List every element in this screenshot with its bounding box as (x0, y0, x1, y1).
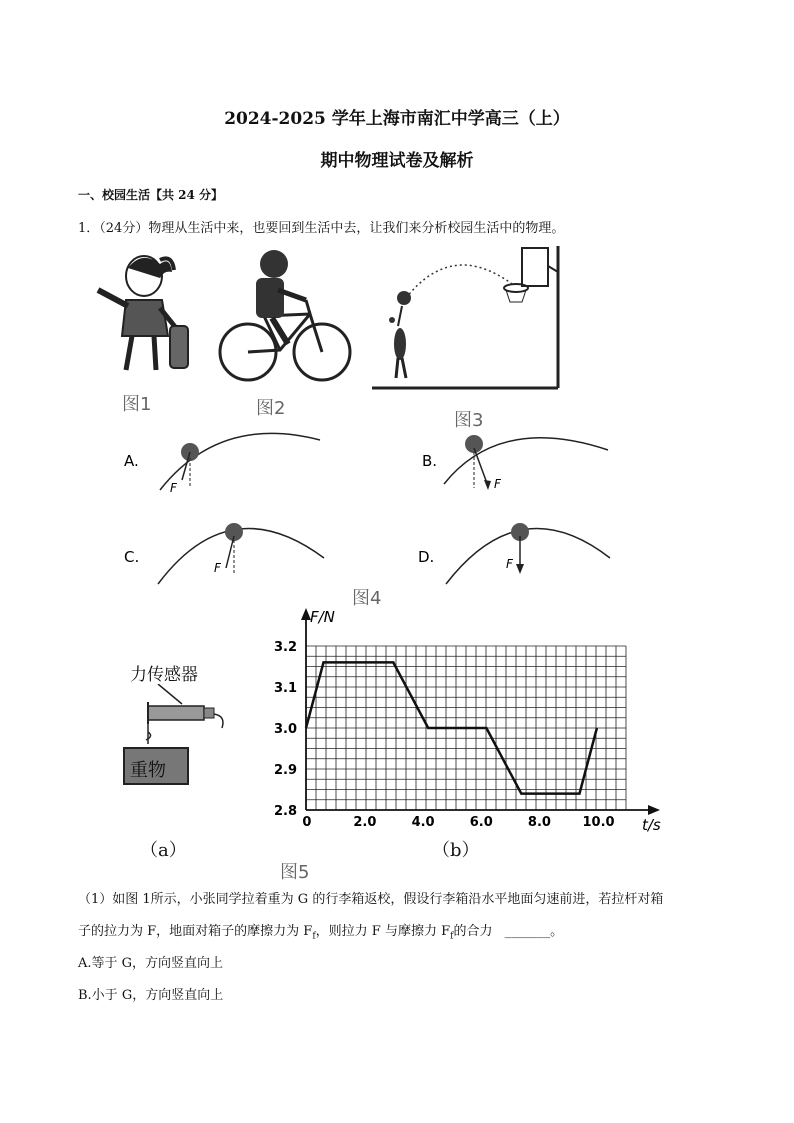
force-label-c: F (214, 561, 221, 575)
y-tick-label: 2.8 (274, 804, 298, 819)
x-tick-label: 8.0 (527, 815, 551, 830)
option-d-label: D. (418, 548, 435, 566)
fig3-label: 图3 (454, 410, 484, 431)
sub-question-1-line2: 子的拉力为 F，地面对箱子的摩擦力为 $F_f$，则拉力 F 与摩擦力 $F_f$的合力 _______。 (78, 924, 564, 942)
option-c-label: C. (124, 548, 140, 566)
y-tick-label: 3.2 (274, 640, 298, 655)
force-label-d: F (506, 557, 513, 571)
force-time-chart (270, 604, 670, 840)
fig4-label: 图4 (352, 588, 382, 609)
x-tick-label: 0 (302, 815, 312, 830)
y-axis-label: F/N (310, 608, 335, 626)
x-tick-label: 10.0 (582, 815, 615, 830)
figure-1-illustration (92, 250, 202, 380)
option-a-label: A. (124, 452, 139, 470)
x-axis-arrow (648, 805, 660, 815)
x-tick-label: 6.0 (469, 815, 493, 830)
x-tick-label: 4.0 (411, 815, 435, 830)
fig1-label: 图1 (122, 394, 152, 415)
sub-label-a: （a） (140, 840, 187, 861)
x-axis-label: t/s (642, 816, 661, 834)
force-label-a: F (170, 481, 177, 495)
section-heading: 一、校园生活【共 24 分】 (78, 188, 224, 202)
sub-label-b: （b） (432, 840, 480, 861)
figure-4-options (120, 418, 620, 588)
page-title: 2024-2025 学年上海市南汇中学高三（上） (224, 109, 570, 129)
y-tick-label: 3.0 (274, 722, 298, 737)
weight-label: 重物 (130, 760, 166, 781)
figure-3-illustration (372, 246, 572, 394)
option-b-label: B. (422, 452, 438, 470)
figure-2-illustration (216, 244, 356, 384)
question-intro: 1．（24分）物理从生活中来，也要回到生活中去，让我们来分析校园生活中的物理。 (78, 221, 565, 236)
answer-blank[interactable]: _______ (504, 924, 551, 939)
y-tick-label: 2.9 (274, 763, 298, 778)
sub-question-1-line1: （1）如图 1所示，小张同学拉着重为 G 的行李箱返校，假设行李箱沿水平地面匀速前进，若拉杆对箱 (78, 892, 664, 907)
fig5-label: 图5 (280, 862, 310, 883)
option-a-text: A.等于 G，方向竖直向上 (78, 956, 224, 971)
y-tick-label: 3.1 (274, 681, 298, 696)
x-tick-label: 2.0 (353, 815, 377, 830)
chart-ticks (274, 640, 615, 830)
option-b-text: B.小于 G，方向竖直向上 (78, 988, 224, 1003)
fig2-label: 图2 (256, 398, 286, 419)
sensor-label: 力传感器 (130, 665, 198, 685)
force-label-b: F (494, 477, 501, 491)
page-subtitle: 期中物理试卷及解析 (320, 151, 474, 171)
